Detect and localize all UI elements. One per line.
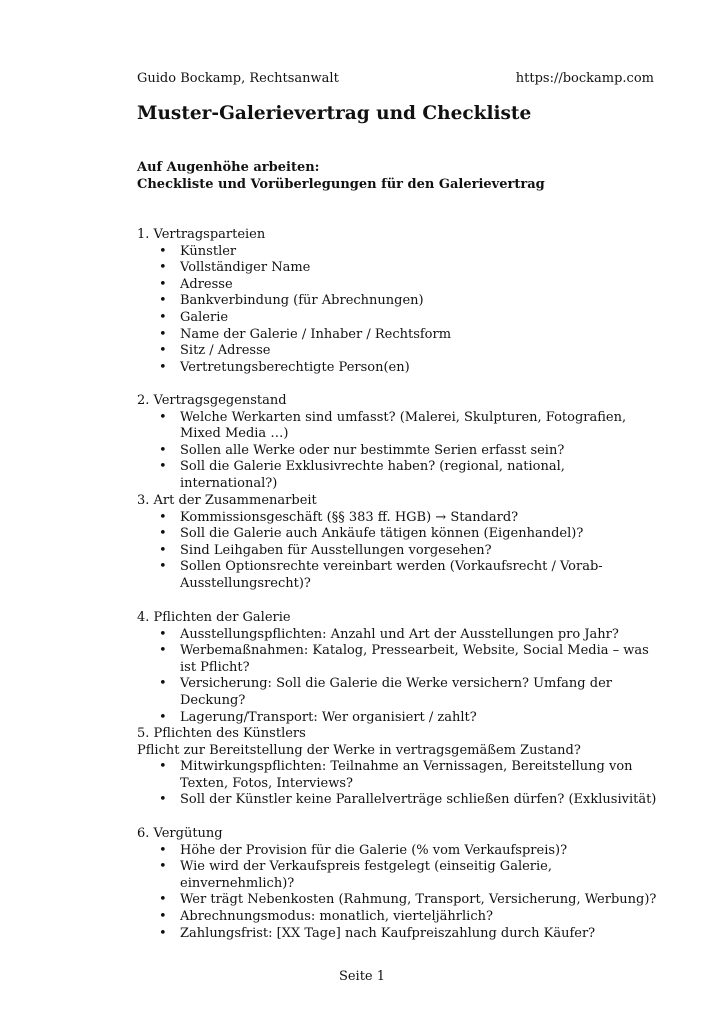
bullet-list [137,244,657,377]
bullet-list [137,510,657,593]
subtitle-line-1: Auf Augenhöhe arbeiten: [137,160,320,175]
list-item: • Kommissionsgeschäft (§§ 383 ff. HGB) → Standard? [137,510,657,527]
section-pflichten-des-kuenstlers [137,726,657,809]
header-author: Guido Bockamp, Rechtsanwalt [137,71,339,86]
section-art-der-zusammenarbeit [137,493,657,593]
section-title: 1. Vertragsparteien [137,227,266,242]
bullet-list [137,759,657,809]
section-title: 6. Vergütung [137,826,223,841]
section-title: 5. Pflichten des Künstlers [137,726,306,741]
list-item: • Sitz / Adresse [137,343,657,360]
bullet-list [137,410,657,493]
list-item: • Bankverbindung (für Abrechnungen) [137,293,657,310]
list-item: • Sollen Optionsrechte vereinbart werden (Vorkaufsrecht / Vorab-Ausstellungsrecht)? [137,559,657,592]
list-item: • Sollen alle Werke oder nur bestimmte Serien erfasst sein? [137,443,657,460]
section-vertragsparteien [137,227,657,376]
list-item: • Künstler [137,244,657,261]
list-item: • Galerie [137,310,657,327]
subtitle-line-2: Checkliste und Vorüberlegungen für den Galerievertrag [137,177,545,192]
bullet-list [137,843,657,943]
list-item: • Mitwirkungspflichten: Teilnahme an Vernissagen, Bereitstellung von Texten, Fotos, Interviews? [137,759,657,792]
list-item: • Ausstellungspflichten: Anzahl und Art der Ausstellungen pro Jahr? [137,627,657,644]
section-title: 4. Pflichten der Galerie [137,610,291,625]
list-item: • Werbemaßnahmen: Katalog, Pressearbeit, Website, Social Media – was ist Pflicht? [137,643,657,676]
section-vertragsgegenstand [137,393,657,493]
list-item: • Name der Galerie / Inhaber / Rechtsform [137,327,657,344]
section-title: 3. Art der Zusammenarbeit [137,493,317,508]
list-item: • Adresse [137,277,657,294]
bullet-list [137,627,657,727]
section-paragraph: Pflicht zur Bereitstellung der Werke in vertragsgemäßem Zustand? [137,742,581,758]
list-item: • Wie wird der Verkaufspreis festgelegt (einseitig Galerie, einvernehmlich)? [137,859,657,892]
section-title: 2. Vertragsgegenstand [137,393,287,408]
list-item: • Wer trägt Nebenkosten (Rahmung, Transport, Versicherung, Werbung)? [137,892,657,909]
list-item: • Vertretungsberechtigte Person(en) [137,360,657,377]
list-item: • Versicherung: Soll die Galerie die Werke versichern? Umfang der Deckung? [137,676,657,709]
list-item: • Lagerung/Transport: Wer organisiert / zahlt? [137,710,657,727]
list-item: • Abrechnungsmodus: monatlich, vierteljährlich? [137,909,657,926]
section-verguetung [137,826,657,942]
list-item: • Sind Leihgaben für Ausstellungen vorgesehen? [137,543,657,560]
list-item: • Höhe der Provision für die Galerie (% vom Verkaufspreis)? [137,843,657,860]
list-item: • Soll der Künstler keine Parallelverträge schließen dürfen? (Exklusivität) [137,792,657,809]
list-item: • Vollständiger Name [137,260,657,277]
document-title: Muster-Galerievertrag und Checkliste [137,103,532,124]
list-item: • Welche Werkarten sind umfasst? (Malerei, Skulpturen, Fotografien, Mixed Media …) [137,410,657,443]
list-item: • Soll die Galerie Exklusivrechte haben? (regional, national, international?) [137,459,657,492]
header-website: https://bockamp.com [515,71,654,86]
section-pflichten-der-galerie [137,610,657,726]
list-item: • Soll die Galerie auch Ankäufe tätigen können (Eigenhandel)? [137,526,657,543]
page-number: Seite 1 [338,969,386,984]
page-header [137,71,654,89]
list-item: • Zahlungsfrist: [XX Tage] nach Kaufpreiszahlung durch Käufer? [137,926,657,943]
